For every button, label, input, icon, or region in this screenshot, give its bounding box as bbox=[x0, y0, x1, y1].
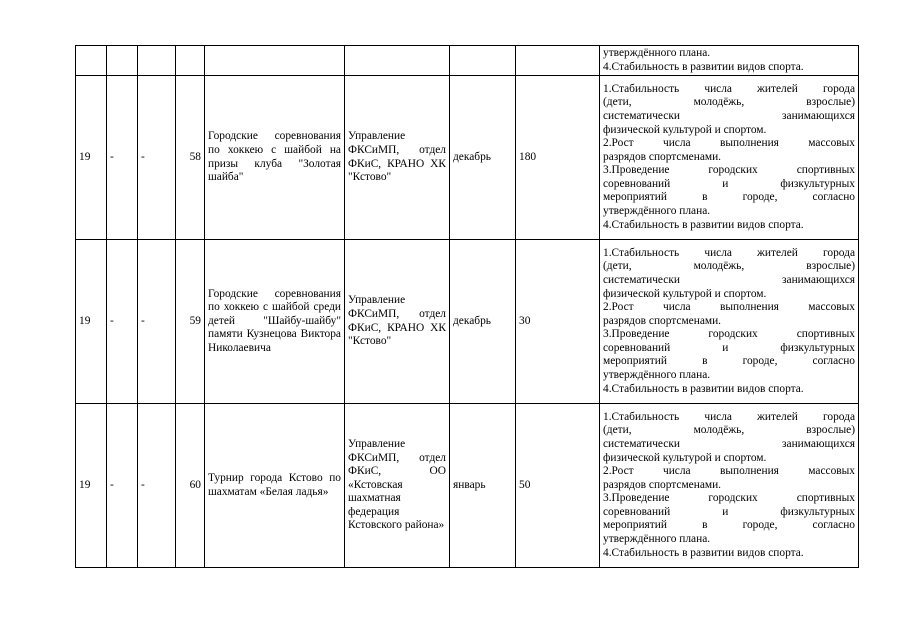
organizer-cell: Управление ФКСиМП, отдел ФКиС, КРАНО ХК "Кстово" bbox=[345, 76, 450, 240]
result-line: 4.Стабильность в развитии видов спорта. bbox=[603, 218, 804, 231]
dash-cell: - bbox=[107, 404, 138, 568]
results-cell bbox=[600, 76, 859, 240]
result-line: (дети, молодёжь, взрослые) bbox=[603, 424, 855, 437]
result-line: (дети, молодёжь, взрослые) bbox=[603, 260, 855, 273]
result-line: разрядов спортсменами. bbox=[603, 150, 722, 163]
result-line: физической культурой и спортом. bbox=[603, 451, 767, 464]
section-number-cell: 19 bbox=[76, 76, 107, 240]
participants-cell: 50 bbox=[516, 404, 600, 568]
result-line: систематически занимающихся bbox=[603, 273, 855, 286]
result-line: 3.Проведение городских спортивных bbox=[603, 328, 855, 341]
event-number-cell: 58 bbox=[176, 76, 205, 240]
result-line: утверждённого плана. bbox=[603, 369, 711, 382]
result-line: мероприятий в городе, согласно bbox=[603, 355, 855, 368]
events-table bbox=[75, 45, 859, 568]
result-line: 2.Рост числа выполнения массовых bbox=[603, 301, 855, 314]
event-name-cell: Турнир города Кстово по шахматам «Белая ладья» bbox=[205, 404, 345, 568]
organizer-cell: Управление ФКСиМП, отдел ФКиС, ОО «Кстовская шахматная федерация Кстовского района» bbox=[345, 404, 450, 568]
result-line: 2.Рост числа выполнения массовых bbox=[603, 465, 855, 478]
table-row-continuation bbox=[76, 46, 859, 76]
result-line: 1.Стабильность числа жителей города bbox=[603, 246, 855, 259]
result-line: соревнований и физкультурных bbox=[603, 177, 855, 190]
result-line: утверждённого плана. bbox=[603, 533, 711, 546]
result-line: 1.Стабильность числа жителей города bbox=[603, 410, 855, 423]
event-name-cell: Городские соревнования по хоккею с шайбой среди детей "Шайбу-шайбу" памяти Кузнецова Виктора Николаевича bbox=[205, 240, 345, 404]
dash-cell: - bbox=[138, 240, 176, 404]
results-cell bbox=[600, 404, 859, 568]
table-row bbox=[76, 76, 859, 240]
result-line: мероприятий в городе, согласно bbox=[603, 519, 855, 532]
result-line: разрядов спортсменами. bbox=[603, 478, 722, 491]
month-cell: декабрь bbox=[450, 76, 516, 240]
table-row bbox=[76, 240, 859, 404]
result-line: утверждённого плана. bbox=[603, 205, 711, 218]
result-line: физической культурой и спортом. bbox=[603, 123, 767, 136]
participants-cell: 180 bbox=[516, 76, 600, 240]
dash-cell: - bbox=[138, 404, 176, 568]
result-line: 3.Проведение городских спортивных bbox=[603, 164, 855, 177]
table-row bbox=[76, 404, 859, 568]
dash-cell: - bbox=[107, 76, 138, 240]
month-cell: декабрь bbox=[450, 240, 516, 404]
event-name-cell: Городские соревнования по хоккею с шайбой на призы клуба "Золотая шайба" bbox=[205, 76, 345, 240]
result-line: 4.Стабильность в развитии видов спорта. bbox=[603, 382, 804, 395]
organizer-cell: Управление ФКСиМП, отдел ФКиС, КРАНО ХК "Кстово" bbox=[345, 240, 450, 404]
results-cell bbox=[600, 240, 859, 404]
dash-cell: - bbox=[138, 76, 176, 240]
result-line: разрядов спортсменами. bbox=[603, 314, 722, 327]
result-line: систематически занимающихся bbox=[603, 437, 855, 450]
result-line: физической культурой и спортом. bbox=[603, 287, 767, 300]
result-line: утверждённого плана. bbox=[603, 46, 711, 59]
result-line: 4.Стабильность в развитии видов спорта. bbox=[603, 60, 804, 73]
results-cell bbox=[600, 46, 859, 76]
participants-cell: 30 bbox=[516, 240, 600, 404]
month-cell: январь bbox=[450, 404, 516, 568]
result-line: (дети, молодёжь, взрослые) bbox=[603, 96, 855, 109]
result-line: 2.Рост числа выполнения массовых bbox=[603, 137, 855, 150]
result-line: мероприятий в городе, согласно bbox=[603, 191, 855, 204]
event-number-cell: 59 bbox=[176, 240, 205, 404]
result-line: систематически занимающихся bbox=[603, 109, 855, 122]
dash-cell: - bbox=[107, 240, 138, 404]
event-number-cell: 60 bbox=[176, 404, 205, 568]
section-number-cell: 19 bbox=[76, 240, 107, 404]
result-line: 4.Стабильность в развитии видов спорта. bbox=[603, 546, 804, 559]
result-line: соревнований и физкультурных bbox=[603, 341, 855, 354]
result-line: 1.Стабильность числа жителей города bbox=[603, 82, 855, 95]
result-line: соревнований и физкультурных bbox=[603, 505, 855, 518]
result-line: 3.Проведение городских спортивных bbox=[603, 492, 855, 505]
section-number-cell: 19 bbox=[76, 404, 107, 568]
